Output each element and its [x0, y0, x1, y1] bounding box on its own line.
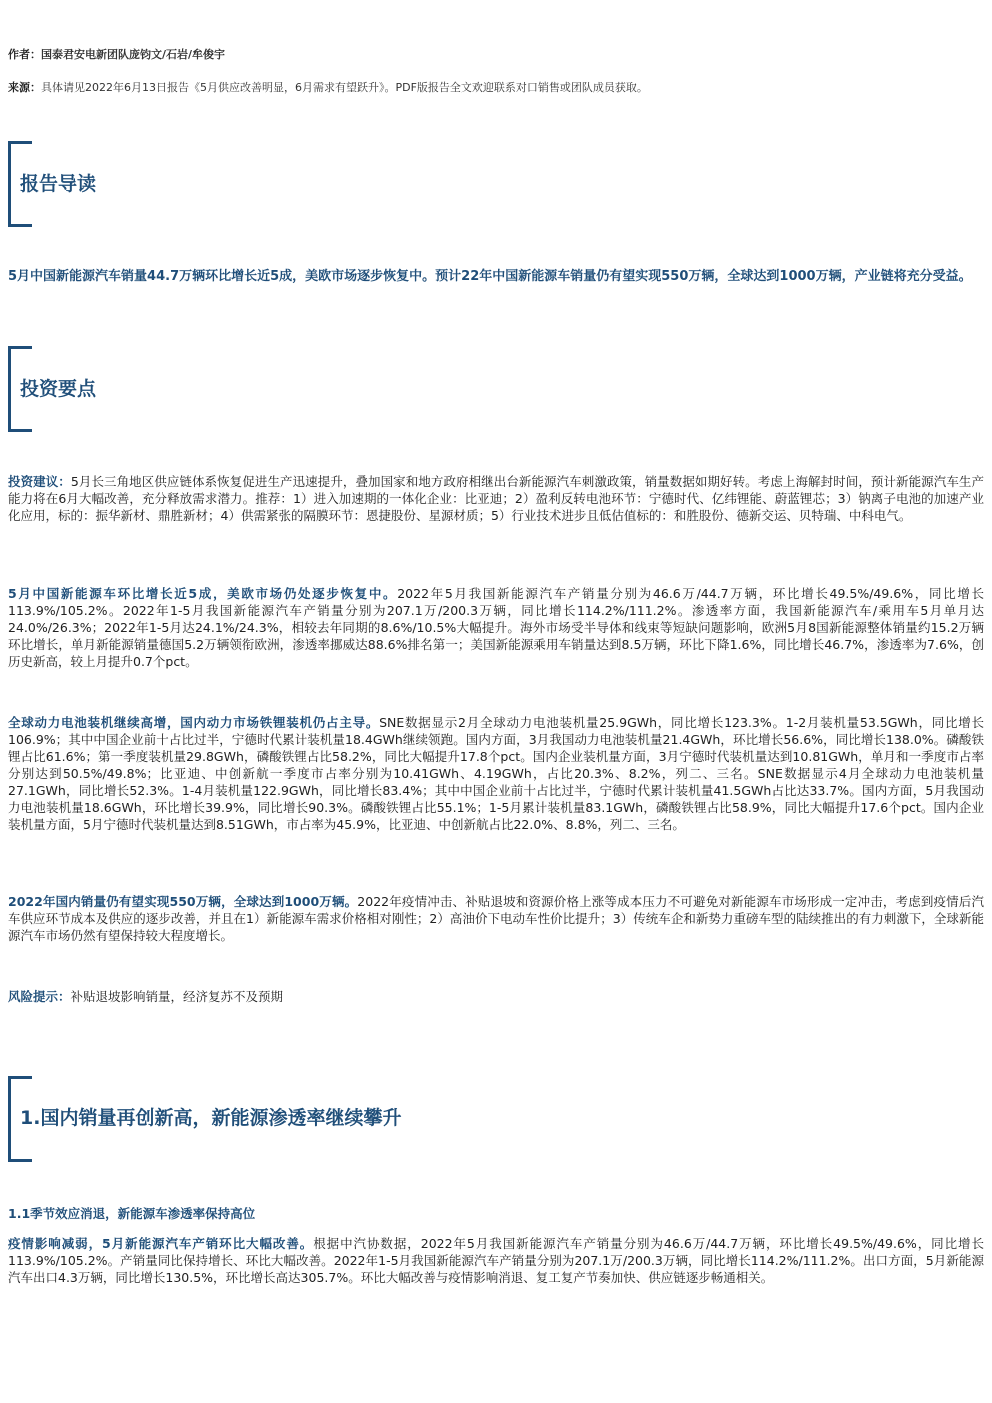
paragraph-lead: 投资建议：	[8, 474, 71, 489]
section-1-1-title: 1.1季节效应消退，新能源车渗透率保持高位	[8, 1206, 256, 1221]
author-value: 国泰君安电新团队庞钧文/石岩/牟俊宇	[41, 48, 226, 61]
paragraph-nev-sales	[8, 585, 984, 670]
paragraph-investment-advice	[8, 473, 984, 524]
paragraph-epidemic-impact	[8, 1235, 984, 1286]
source-line	[8, 81, 648, 95]
paragraph-lead: 疫情影响减弱，5月新能源汽车产销环比大幅改善。	[8, 1236, 314, 1251]
paragraph-lead: 2022年国内销量仍有望实现550万辆，全球达到1000万辆。	[8, 894, 358, 909]
investment-title: 投资要点	[20, 378, 97, 400]
paragraph-body: 5月长三角地区供应链体系恢复促进生产迅速提升，叠加国家和地方政府相继出台新能源汽车刺激政策，销量数据如期好转。考虑上海解封时间，预计新能源汽车生产能力将在6月大幅改善，充分释放需求潜力。推荐：1）进入加速期的一体化企业：比亚迪；2）盈利反转电池环节：宁德时代、亿纬锂能、蔚蓝锂芯；3）钠离子电池的加速产业化应用，标的：振华新材、鼎胜新材；4）供需紧张的隔膜环节：恩捷股份、星源材质；5）行业技术进步且低估值标的：和胜股份、德新交运、贝特瑞、中科电气。	[8, 474, 984, 523]
paragraph-body: 2022年疫情冲击、补贴退坡和资源价格上涨等成本压力不可避免对新能源车市场形成一定冲击，考虑到疫情后汽车供应环节成本及供应的逐步改善，并且在1）新能源车需求价格相对刚性；2）高油价下电动车性价比提升；3）传统车企和新势力重磅车型的陆续推出的有力刺激下，全球新能源汽车市场仍然有望保持较大程度增长。	[8, 894, 984, 943]
paragraph-body: SNE数据显示2月全球动力电池装机量25.9GWh，同比增长123.3%。1-2月装机量53.5GWh，同比增长106.9%；其中中国企业前十占比过半，宁德时代累计装机量18.4GWh继续领跑。国内方面，3月我国动力电池装机量21.4GWh，环比增长56.6%，同比增长138.0%。磷酸铁锂占比61.6%；第一季度装机量29.8GWh，磷酸铁锂占比58.2%，同比大幅提升17.8个pct。国内企业装机量方面，3月宁德时代装机量达到10.81GWh，单月和一季度市占率分别达到50.5%/49.8%；比亚迪、中创新航一季度市占率分别为10.41GWh、4.19GWh，占比20.3%、8.2%，列二、三名。SNE数据显示4月全球动力电池装机量27.1GWh，同比增长52.3%。1-4月装机量122.9GWh，同比增长83.4%；其中中国企业前十占比过半，宁德时代累计装机量41.5GWh占比达33.7%。国内方面，5月我国动力电池装机量18.6GWh，环比增长39.9%，同比增长90.3%。磷酸铁锂占比55.1%；1-5月累计装机量83.1GWh，磷酸铁锂占比58.9%，同比大幅提升17.6个pct。国内企业装机量方面，5月宁德时代装机量达到8.51GWh，市占率为45.9%，比亚迪、中创新航占比22.0%、8.8%，列二、三名。	[8, 715, 984, 832]
section-1-title: 1.国内销量再创新高，新能源渗透率继续攀升	[20, 1107, 402, 1129]
paragraph-battery-installations	[8, 714, 984, 833]
paragraph-2022-outlook	[8, 893, 984, 944]
source-value: 具体请见2022年6月13日报告《5月供应改善明显，6月需求有望跃升》。PDF版报告全文欢迎联系对口销售或团队成员获取。	[41, 81, 648, 94]
paragraph-lead: 全球动力电池装机继续高增，国内动力市场铁锂装机仍占主导。	[8, 715, 380, 730]
author-label: 作者：	[8, 48, 41, 61]
report-intro-text: 5月中国新能源汽车销量44.7万辆环比增长近5成，美欧市场逐步恢复中。预计22年中国新能源车销量仍有望实现550万辆，全球达到1000万辆，产业链将充分受益。	[8, 269, 972, 284]
source-label: 来源：	[8, 81, 41, 94]
paragraph-lead: 风险提示：	[8, 989, 71, 1004]
paragraph-body: 根据中汽协数据，2022年5月我国新能源汽车产销量分别为46.6万/44.7万辆，环比增长49.5%/49.6%，同比增长113.9%/105.2%。产销量同比保持增长、环比大幅改善。2022年1-5月我国新能源汽车产销量分别为207.1万/200.3万辆，同比增长114.2%/111.2%。出口方面，5月新能源汽车出口4.3万辆，同比增长130.5%，环比增长高达305.7%。环比大幅改善与疫情影响消退、复工复产节奏加快、供应链逐步畅通相关。	[8, 1236, 984, 1285]
author-line	[8, 48, 225, 62]
paragraph-risk-warning	[8, 988, 984, 1005]
paragraph-body: 补贴退坡影响销量，经济复苏不及预期	[70, 989, 284, 1004]
paragraph-body: 2022年5月我国新能源汽车产销量分别为46.6万/44.7万辆，环比增长49.5%/49.6%，同比增长113.9%/105.2%。2022年1-5月我国新能源汽车产销量分别为207.1万/200.3万辆，同比增长114.2%/111.2%。渗透率方面，我国新能源汽车/乘用车5月单月达24.0%/26.3%；2022年1-5月达24.1%/24.3%，相较去年同期的8.6%/10.5%大幅提升。海外市场受半导体和线束等短缺问题影响，欧洲5月8国新能源整体销量约15.2万辆环比增长，单月新能源销量德国5.2万辆领衔欧洲，渗透率挪威达88.6%排名第一；美国新能源乘用车销量达到8.5万辆，环比下降1.6%，同比增长46.7%，渗透率为7.6%，创历史新高，较上月提升0.7个pct。	[8, 586, 984, 669]
report-intro-title: 报告导读	[20, 173, 97, 195]
paragraph-lead: 5月中国新能源车环比增长近5成，美欧市场仍处逐步恢复中。	[8, 586, 398, 601]
